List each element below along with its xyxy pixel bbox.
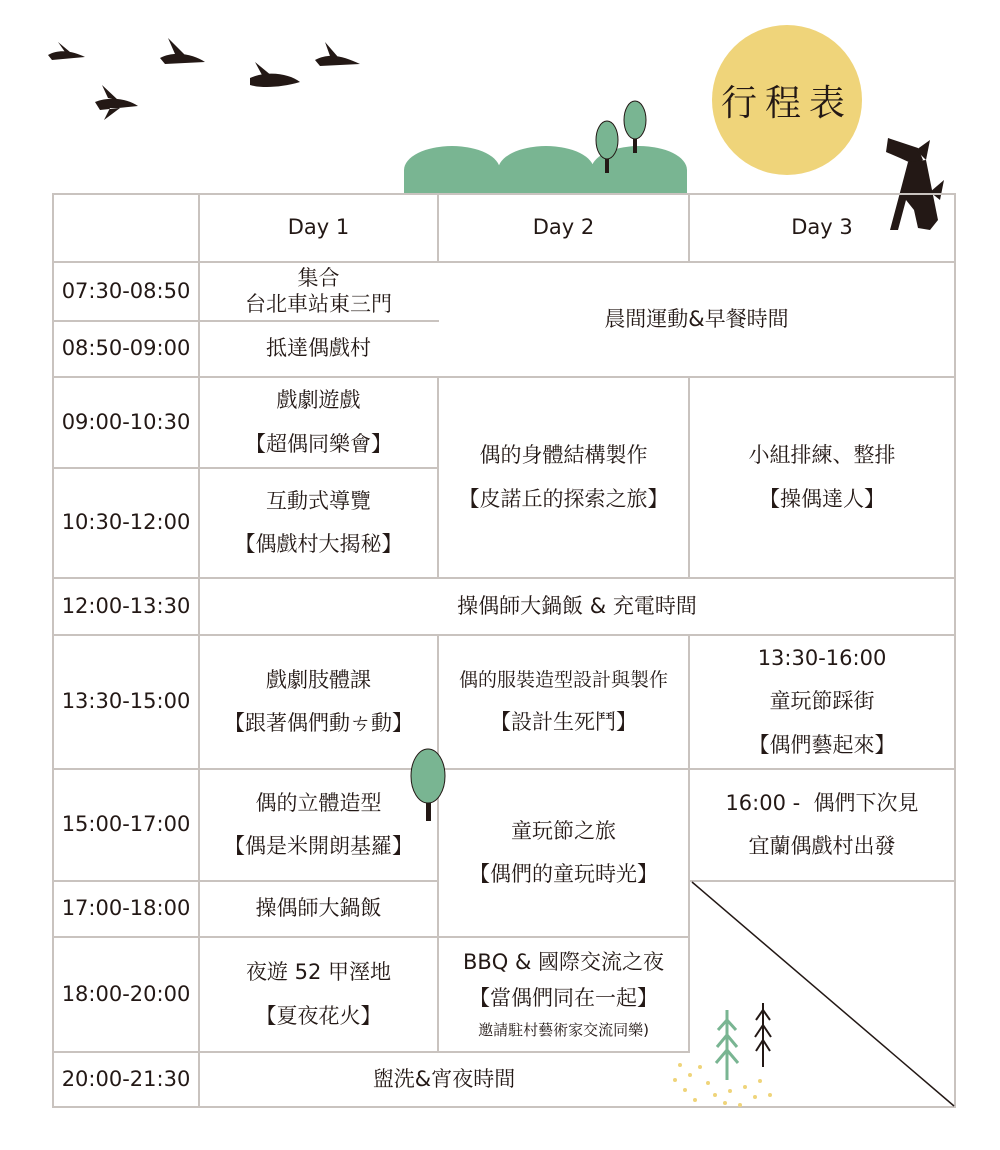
shared-wash: 盥洗&宵夜時間 [372,1066,516,1091]
time-slot: 12:00-13:30 [61,593,191,618]
activity-subtitle: 【操偶達人】 [759,486,885,511]
activity-subtitle: 【偶們藝起來】 [748,732,896,757]
time-slot: 17:00-18:00 [61,896,191,921]
activity-title: 16:00 - 偶們下次見 [725,790,919,815]
time-slot: 07:30-08:50 [61,278,191,303]
time-slot: 08:50-09:00 [61,336,191,361]
activity-title: 戲劇遊戲 [276,388,361,413]
activity-note: 邀請駐村藝術家交流同樂) [478,1020,649,1039]
day1-dinner: 操偶師大鍋飯 [255,896,382,921]
time-slot: 15:00-17:00 [61,812,191,837]
day2-costume [439,636,688,768]
activity-subtitle: 【當偶們同在一起】 [469,985,658,1010]
activity-title: 童玩節踩街 [769,689,875,714]
day1-arrive: 抵達偶戲村 [266,336,371,361]
saplings-illustration [670,995,790,1115]
activity-subtitle: 【皮諾丘的探索之旅】 [458,486,669,511]
day1-night [200,938,437,1051]
day3-parade [690,636,954,768]
page-title: 行程表 [712,25,862,175]
day2-build [439,378,688,577]
time-slot: 09:00-10:30 [61,409,191,434]
activity-title: 集合 [297,266,340,291]
time-slot: 13:30-15:00 [61,689,191,714]
bird-icon [160,38,205,64]
activity-subtitle: 【超偶同樂會】 [245,431,392,456]
activity-time: 13:30-16:00 [757,646,887,671]
day1-shape [200,770,437,880]
activity-subtitle: 【跟著偶們動ㄘ動】 [224,711,413,735]
activity-subtitle: 【偶們的童玩時光】 [469,862,658,886]
bird-icon [315,42,360,66]
activity-title: 夜遊 52 甲溼地 [245,960,392,985]
activity-subtitle: 宜蘭偶戲村出發 [748,834,896,858]
day2-festival [439,770,688,936]
hill-illustration [404,146,500,194]
day1-body [200,636,437,768]
bird-icon [95,85,138,120]
activity-title: 童玩節之旅 [511,818,616,843]
birds-illustration [40,30,380,130]
activity-title: 偶的服裝造型設計與製作 [458,669,668,691]
day3-farewell [690,770,954,880]
activity-title: 戲劇肢體課 [266,667,371,692]
time-slot: 10:30-12:00 [61,510,191,535]
day2-bbq [439,938,688,1051]
day1-gather [200,263,437,320]
tree-icon [408,748,448,823]
day1-tour [200,469,437,577]
activity-subtitle: 【偶是米開朗基羅】 [224,834,413,858]
activity-title: 偶的身體結構製作 [479,443,648,468]
day3-rehearse [690,378,954,577]
header-day1: Day 1 [287,215,350,240]
activity-title: BBQ & 國際交流之夜 [462,950,665,975]
activity-subtitle: 【偶戲村大揭秘】 [234,532,403,556]
activity-location: 台北車站東三門 [245,291,392,316]
day1-play [200,378,437,467]
time-slot: 20:00-21:30 [61,1066,191,1091]
time-slot: 18:00-20:00 [61,981,191,1006]
header-day2: Day 2 [532,215,595,240]
bird-icon [48,42,85,60]
activity-title: 互動式導覽 [266,488,371,513]
shared-morning: 晨間運動&早餐時間 [604,306,789,331]
bird-icon [250,62,300,87]
tree-icon [592,118,622,178]
activity-title: 小組排練、整排 [748,443,896,468]
tree-icon [620,98,650,158]
shared-lunch: 操偶師大鍋飯 & 充電時間 [457,593,697,618]
hill-illustration [498,146,594,194]
activity-subtitle: 【設計生死鬥】 [490,709,637,734]
activity-title: 偶的立體造型 [255,790,382,815]
activity-subtitle: 【夏夜花火】 [255,1003,382,1028]
header-day3: Day 3 [791,215,853,240]
